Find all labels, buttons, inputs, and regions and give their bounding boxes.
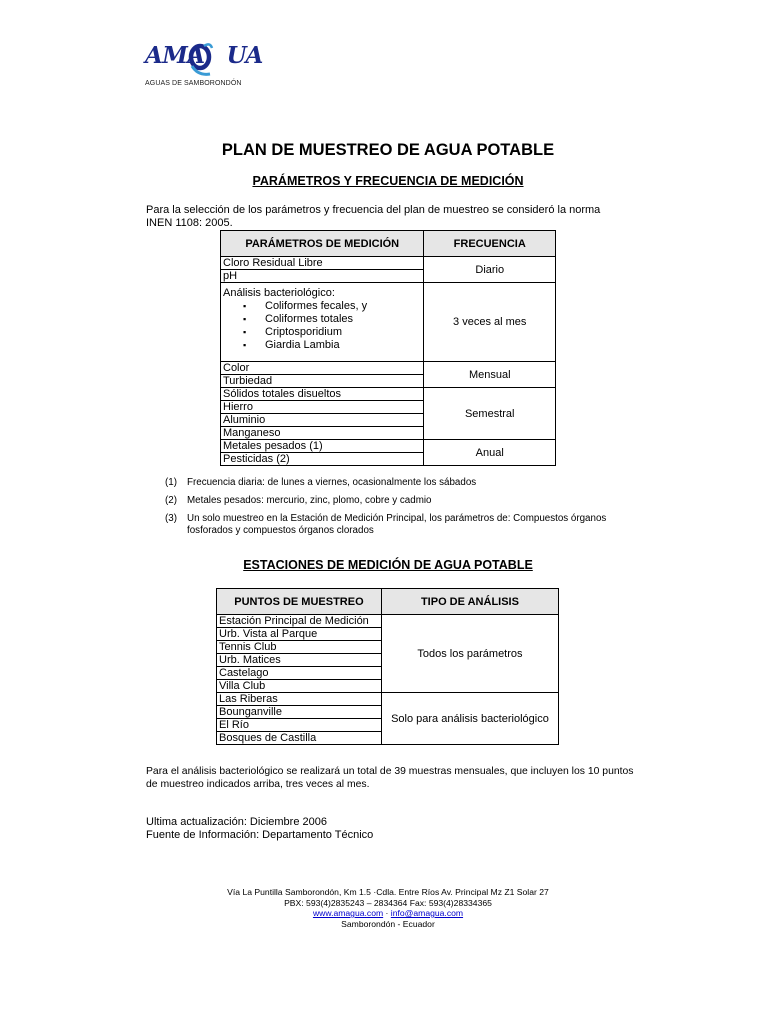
- parameter-cell: Cloro Residual Libre: [221, 257, 424, 270]
- column-header: FRECUENCIA: [424, 231, 556, 257]
- bacteriological-cell: [221, 283, 424, 362]
- company-logo: [143, 38, 263, 94]
- list-item: ▪ Coliformes totales: [243, 313, 421, 326]
- parameter-cell: Manganeso: [221, 427, 424, 440]
- parameter-cell: Pesticidas (2): [221, 453, 424, 466]
- station-cell: El Río: [217, 719, 382, 732]
- parameter-cell: Color: [221, 362, 424, 375]
- station-cell: Villa Club: [217, 680, 382, 693]
- table-row: [221, 362, 556, 375]
- parameter-cell: Sólidos totales disueltos: [221, 388, 424, 401]
- website-link[interactable]: www.amagua.com: [312, 908, 384, 918]
- information-source: Fuente de Información: Departamento Técnico: [146, 829, 374, 841]
- footer-address: Vía La Puntilla Samborondón, Km 1.5 ·Cdla. Entre Ríos Av. Principal Mz Z1 Solar 27: [227, 887, 549, 897]
- footnote-number: (3): [165, 513, 177, 524]
- station-cell: Las Riberas: [217, 693, 382, 706]
- section-title-parameters: PARÁMETROS Y FRECUENCIA DE MEDICIÓN: [252, 174, 524, 188]
- list-item: ▪ Criptosporidium: [243, 326, 421, 339]
- station-cell: Estación Principal de Medición: [217, 615, 382, 628]
- station-cell: Tennis Club: [217, 641, 382, 654]
- intro-paragraph: Para la selección de los parámetros y frecuencia del plan de muestreo se consideró la norma INEN 1108: 2005.: [146, 204, 601, 229]
- footer-phone: PBX: 593(4)2835243 – 2834364 Fax: 593(4)28334365: [284, 897, 492, 908]
- footer-links: [0, 908, 768, 919]
- bacteriological-title: Análisis bacteriológico:: [223, 287, 335, 299]
- bacteriological-list: [223, 300, 421, 352]
- footnote: [165, 477, 645, 489]
- footer: [0, 887, 768, 929]
- frequency-cell: 3 veces al mes: [424, 283, 556, 362]
- table-row: [221, 388, 556, 401]
- column-header: TIPO DE ANÁLISIS: [381, 589, 558, 615]
- footnote-number: (1): [165, 477, 177, 488]
- table-row: [221, 257, 556, 270]
- column-header: PARÁMETROS DE MEDICIÓN: [221, 231, 424, 257]
- parameters-table: [220, 230, 556, 466]
- column-header: PUNTOS DE MUESTREO: [217, 589, 382, 615]
- parameter-cell: Metales pesados (1): [221, 440, 424, 453]
- email-link[interactable]: info@amagua.com: [390, 908, 464, 918]
- station-cell: Bounganville: [217, 706, 382, 719]
- footnote-text: Metales pesados: mercurio, zinc, plomo, cobre y cadmio: [187, 495, 432, 506]
- table-header-row: [221, 231, 556, 257]
- section-title-stations: ESTACIONES DE MEDICIÓN DE AGUA POTABLE: [243, 558, 533, 572]
- frequency-cell: Mensual: [424, 362, 556, 388]
- list-item: ▪ Coliformes fecales, y: [243, 300, 421, 313]
- closing-paragraph: Para el análisis bacteriológico se realizará un total de 39 muestras mensuales, que incluyen los 10 puntos de muestreo indicados arriba, tres veces al mes.: [146, 766, 634, 790]
- parameter-cell: Turbiedad: [221, 375, 424, 388]
- table-row: [221, 283, 556, 362]
- logo-subtitle: AGUAS DE SAMBORONDÓN: [145, 80, 242, 87]
- footer-separator: ·: [383, 908, 391, 918]
- table-row: [217, 615, 559, 628]
- analysis-type-cell: Todos los parámetros: [381, 615, 558, 693]
- footnote: [165, 495, 645, 507]
- station-cell: Castelago: [217, 667, 382, 680]
- list-item: ▪ Giardia Lambia: [243, 339, 421, 352]
- frequency-cell: Semestral: [424, 388, 556, 440]
- footnote-text: Un solo muestreo en la Estación de Medición Principal, los parámetros de: Compuestos órganos fosforados y compuestos órganos clorados: [187, 513, 607, 536]
- footer-city: Samborondón - Ecuador: [341, 918, 435, 929]
- footnote: [165, 513, 645, 537]
- table-row: [221, 440, 556, 453]
- stations-table: [216, 588, 559, 745]
- footnote-number: (2): [165, 495, 177, 506]
- frequency-cell: Anual: [424, 440, 556, 466]
- station-cell: Urb. Vista al Parque: [217, 628, 382, 641]
- footnotes: [165, 477, 645, 543]
- parameter-cell: pH: [221, 270, 424, 283]
- last-update: Ultima actualización: Diciembre 2006: [146, 816, 327, 828]
- footnote-text: Frecuencia diaria: de lunes a viernes, ocasionalmente los sábados: [187, 477, 477, 488]
- table-header-row: [217, 589, 559, 615]
- analysis-type-cell: Solo para análisis bacteriológico: [381, 693, 558, 745]
- logo-wordmark: AMA UA: [145, 42, 263, 69]
- logo-swirl-icon: [188, 40, 214, 80]
- document-title: PLAN DE MUESTREO DE AGUA POTABLE: [221, 141, 555, 159]
- table-row: [217, 693, 559, 706]
- frequency-cell: Diario: [424, 257, 556, 283]
- station-cell: Urb. Matices: [217, 654, 382, 667]
- parameter-cell: Hierro: [221, 401, 424, 414]
- station-cell: Bosques de Castilla: [217, 732, 382, 745]
- parameter-cell: Aluminio: [221, 414, 424, 427]
